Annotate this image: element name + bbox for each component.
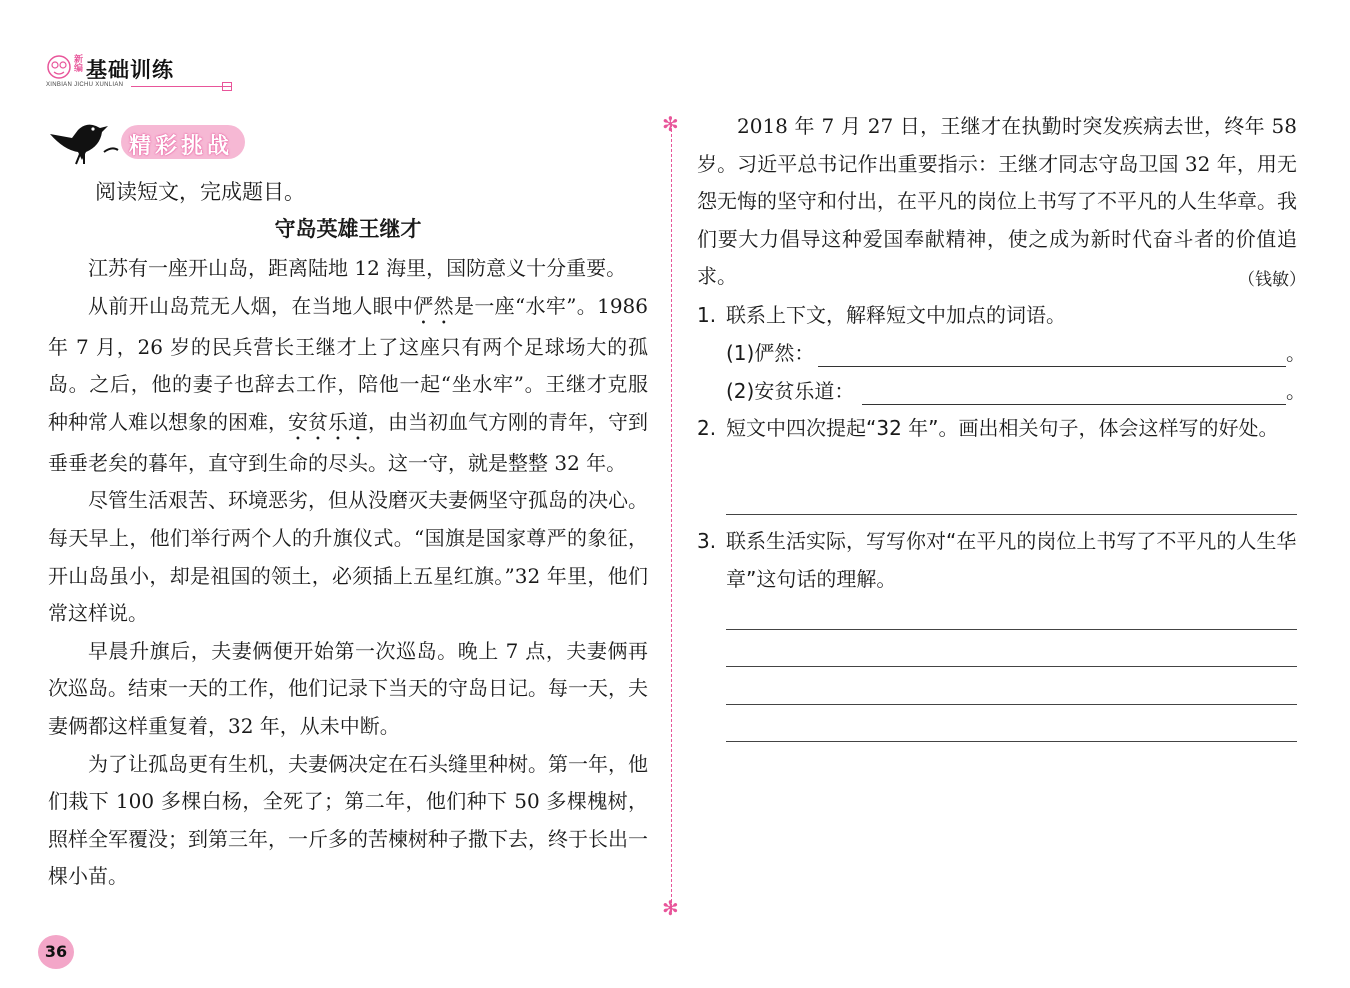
story-paragraph-2 [48,288,648,483]
question-1-text: 联系上下文，解释短文中加点的词语。 [726,303,1066,327]
story-author: （钱敏） [1238,270,1306,290]
story-title: 守岛英雄王继才 [274,217,422,241]
brand-new-label: 新编 [74,55,84,74]
story-paragraph-2-part-c: ，由当初血气方刚的青年，守到垂垂老矣的暮年，直守到生命的尽头。这一守，就是整整 32 年。 [48,409,648,475]
story-body-left [48,250,648,896]
question-1-sub-2-label: (2)安贫乐道： [726,379,855,403]
brand-title: 基础训练 [86,58,174,82]
section-badge [121,125,245,159]
answer-line-q3-4[interactable] [726,741,1297,742]
answer-line-q3-1[interactable] [726,629,1297,630]
story-body-right [697,108,1297,296]
emphasized-word-anpinledao: 安贫乐道 [288,409,368,434]
question-1-sub-1-label: (1)俨然： [726,341,815,365]
brand-box-decoration [222,82,232,91]
answer-line-anpinledao[interactable] [862,404,1286,405]
story-paragraph-3: 尽管生活艰苦、环境恶劣，但从没磨灭夫妻俩坚守孤岛的决心。每天早上，他们举行两个人的升旗仪式。“国旗是国家尊严的象征，开山岛虽小，却是祖国的领土，必须插上五星红旗。”32 年里，他们常这样说。 [48,488,648,626]
question-3-number: 3. [697,529,717,553]
bird-icon [46,116,122,166]
story-paragraph-1: 江苏有一座开山岛，距离陆地 12 海里，国防意义十分重要。 [88,256,627,280]
divider-star-bottom-icon: ✻ [662,896,679,920]
brand-underline [131,86,231,87]
story-paragraph-6: 2018 年 7 月 27 日，王继才在执勤时突发疾病去世，终年 58 岁。习近平总书记作出重要指示：王继才同志守岛卫国 32 年，用无怨无悔的坚守和付出，在平凡的岗位上书写了不平凡的人生华章。我们要大力倡导这种爱国奉献精神，使之成为新时代奋斗者的价值追求。 [697,114,1297,289]
page-number: 36 [38,935,74,969]
instruction-text: 阅读短文，完成题目。 [95,180,305,204]
question-2-text: 短文中四次提起“32 年”。画出相关句子，体会这样写的好处。 [726,416,1279,440]
answer-line-yanran[interactable] [818,366,1286,367]
answer-period-2: 。 [1286,379,1306,403]
answer-line-q2[interactable] [726,514,1297,515]
story-paragraph-2-part-a: 从前开山岛荒无人烟，在当地人眼中 [88,293,414,318]
story-paragraph-4: 早晨升旗后，夫妻俩便开始第一次巡岛。晚上 7 点，夫妻俩再次巡岛。结束一天的工作，他们记录下当天的守岛日记。每一天，夫妻俩都这样重复着，32 年，从未中断。 [48,638,648,738]
question-2-number: 2. [697,416,717,440]
answer-period-1: 。 [1286,341,1306,365]
story-paragraph-2-part-b: 是一座“水牢”。1986 年 7 月，26 岁的民兵营长王继才上了这座只有两个足球场大的孤岛。之后，他的妻子也辞去工作，陪他一起“坐水牢”。王继才克服种种常人难以想象的困难， [48,293,649,434]
question-3-text: 联系生活实际，写写你对“在平凡的岗位上书写了不平凡的人生华章”这句话的理解。 [726,529,1297,591]
answer-line-q3-3[interactable] [726,704,1297,705]
divider-star-top-icon: ✻ [662,112,679,136]
brand-subtitle: XINBIAN JICHU XUNLIAN [46,82,124,88]
story-paragraph-5: 为了让孤岛更有生机，夫妻俩决定在石头缝里种树。第一年，他们栽下 100 多棵白杨，全死了；第二年，他们种下 50 多棵槐树，照样全军覆没；到第三年，一斤多的苦楝树种子撒下去，终于长出一棵小苗。 [48,751,648,889]
question-1-number: 1. [697,303,717,327]
column-divider [671,124,672,912]
emphasized-word-yanran: 俨然 [413,293,454,318]
answer-line-q3-2[interactable] [726,666,1297,667]
brand-header [46,52,186,88]
brand-logo-icon [46,54,72,80]
section-badge-label: 精彩挑战 [129,134,234,159]
